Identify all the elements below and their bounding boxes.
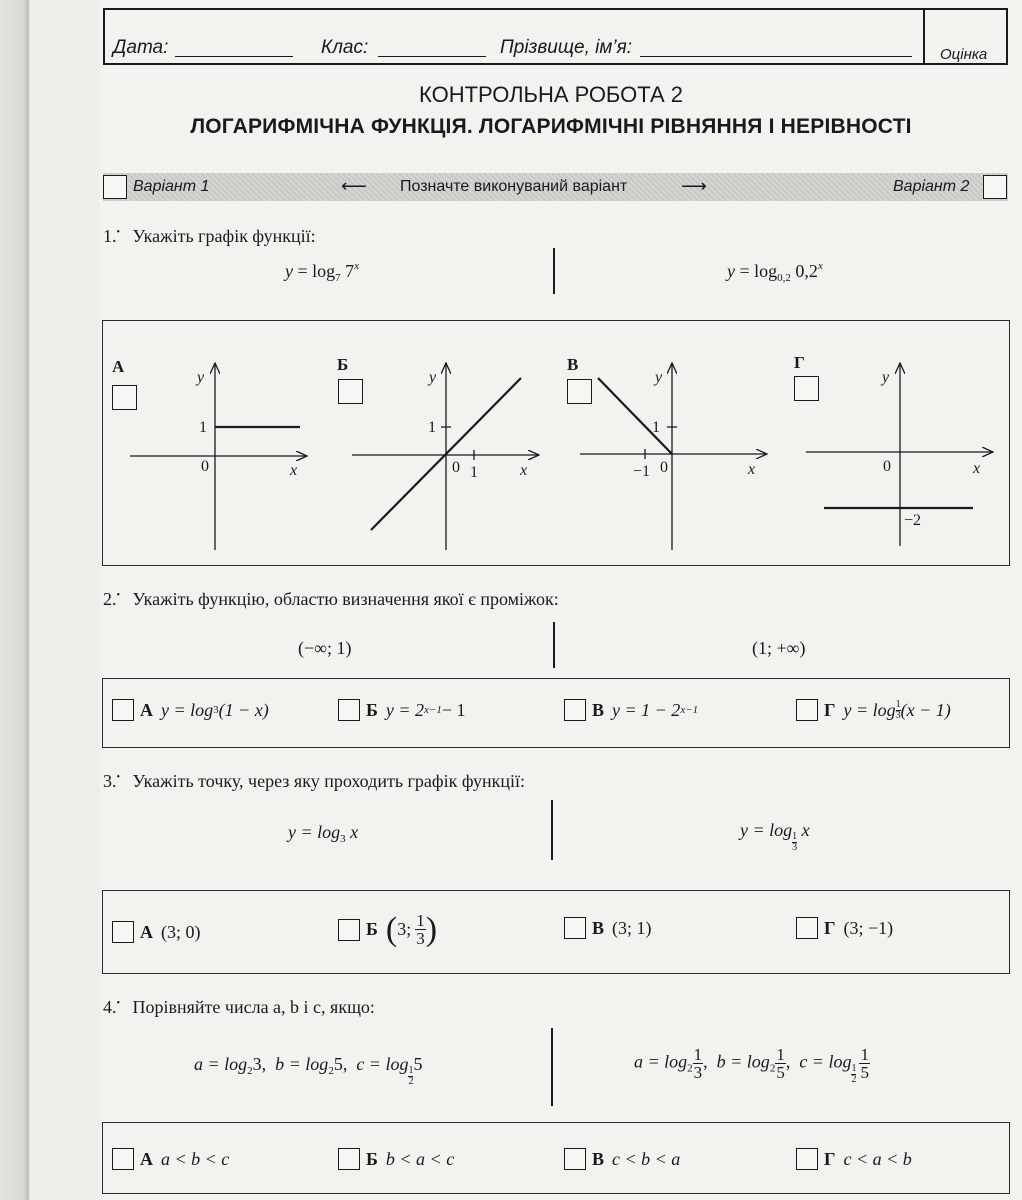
graph-g-letter: Г	[794, 353, 805, 372]
graph-b-y-label: y	[429, 369, 437, 386]
var-y: y	[727, 261, 735, 281]
graph-b-letter: Б	[337, 355, 349, 374]
option-formula: y = log	[843, 699, 896, 720]
question-text: Укажіть функцію, областю визначення якої є проміжок:	[132, 589, 559, 609]
q4-option-g-checkbox[interactable]	[796, 1148, 818, 1170]
graph-v-tick-y-label: 1	[652, 419, 660, 436]
exponent: x−1	[424, 704, 442, 716]
log-base: 0,2	[777, 272, 791, 284]
graph-v-tick-x-label: −1	[633, 463, 651, 480]
graph-v-x-label: x	[748, 461, 756, 478]
q3-option-v[interactable]	[564, 917, 652, 939]
q4-option-v-checkbox[interactable]	[564, 1148, 586, 1170]
frac-den: 3	[416, 929, 425, 948]
frac-num: 1	[895, 698, 901, 710]
frac-num: 1	[408, 1065, 414, 1076]
formula-a: a = log	[634, 1051, 688, 1072]
option-formula-arg: (1 − x)	[218, 699, 269, 720]
log-base: 7	[335, 272, 341, 284]
log-base: 2	[687, 1062, 693, 1075]
question-4: 4.• Порівняйте числа a, b і c, якщо:	[103, 997, 375, 1017]
q3-option-g[interactable]	[796, 917, 893, 939]
frac-num: 1	[860, 1045, 869, 1064]
q3-option-b-checkbox[interactable]	[338, 919, 360, 941]
question-number: 1.	[103, 226, 117, 246]
option-value: c < a < b	[843, 1148, 912, 1169]
formula-arg: 3,	[252, 1054, 267, 1074]
log-base: 3	[213, 704, 219, 716]
formula-a: a = log	[194, 1054, 248, 1074]
frac-den: 3	[792, 842, 798, 853]
formula-b: b = log	[716, 1051, 770, 1072]
option-letter: А	[140, 921, 153, 942]
graph-v-y-label: y	[655, 369, 663, 386]
q4-option-v[interactable]	[564, 1148, 680, 1170]
exponent: x−1	[680, 704, 699, 716]
graph-v-letter: В	[567, 355, 579, 374]
log-base: 2	[769, 1062, 776, 1075]
frac-num: 1	[776, 1045, 785, 1064]
formula-b: b = log	[275, 1054, 329, 1074]
option-letter: А	[140, 1148, 153, 1169]
variant1-label: Варіант 1	[133, 178, 210, 195]
graph-g-y-label: y	[882, 369, 890, 386]
graph-a-x-label: x	[290, 462, 298, 479]
question-number: 3.	[103, 771, 117, 791]
q2-option-a[interactable]	[112, 699, 269, 721]
formula-c: c = log	[356, 1054, 409, 1074]
q2-option-b[interactable]	[338, 699, 466, 721]
q4-option-a-checkbox[interactable]	[112, 1148, 134, 1170]
option-value: 3;	[397, 919, 412, 939]
option-letter: В	[592, 917, 605, 938]
graph-g-x-label: x	[973, 460, 981, 477]
graph-b-tick-y-label: 1	[428, 419, 436, 436]
graph-b-origin: 0	[452, 459, 460, 476]
formula-arg: x	[797, 820, 810, 840]
frac-den: 5	[776, 1063, 785, 1082]
frac-den: 3	[693, 1063, 703, 1082]
frac-num: 1	[416, 911, 425, 930]
question-1: 1.• Укажіть графік функції:	[103, 226, 316, 246]
graph-b-x-label: x	[520, 462, 528, 479]
log-arg: 7	[340, 261, 355, 281]
name-label: Прізвище, ім’я:	[500, 37, 633, 58]
q2-option-a-checkbox[interactable]	[112, 699, 134, 721]
graph-b-checkbox[interactable]	[338, 379, 363, 404]
q3-option-b[interactable]	[338, 912, 437, 947]
question-2: 2.• Укажіть функцію, областю визначення якої є проміжок:	[103, 589, 559, 609]
variant-instruction: Позначте виконуваний варіант	[400, 178, 628, 195]
comma: ,	[785, 1051, 791, 1072]
question-text: Укажіть точку, через яку проходить графік функції:	[132, 771, 526, 791]
q4-variant2-formula	[634, 1046, 870, 1085]
q3-option-v-checkbox[interactable]	[564, 917, 586, 939]
comma: ,	[703, 1051, 708, 1072]
graph-a-letter: А	[112, 357, 125, 376]
test-subtitle: ЛОГАРИФМІЧНА ФУНКЦІЯ. ЛОГАРИФМІЧНІ РІВНЯННЯ І НЕРІВНОСТІ	[190, 115, 912, 138]
formula-c: c = log	[799, 1051, 852, 1072]
option-letter: Б	[366, 699, 378, 720]
graph-g	[806, 363, 993, 546]
graph-a-y-label: y	[197, 369, 205, 386]
log-base: 2	[328, 1065, 334, 1077]
class-label: Клас:	[321, 37, 369, 58]
log-arg: 0,2	[790, 261, 818, 281]
frac-den: 3	[895, 709, 901, 721]
q2-option-b-checkbox[interactable]	[338, 699, 360, 721]
option-formula: y = 1 − 2	[612, 699, 681, 720]
q2-variant1-interval: (−∞; 1)	[298, 638, 352, 658]
graph-v-checkbox[interactable]	[567, 379, 592, 404]
q4-option-b[interactable]	[338, 1148, 454, 1170]
variant2-label: Варіант 2	[893, 178, 970, 195]
frac-num: 1	[851, 1062, 857, 1074]
option-letter: Б	[366, 919, 378, 939]
variant-divider	[553, 622, 555, 668]
frac-den: 2	[851, 1073, 857, 1085]
q3-option-a-checkbox[interactable]	[112, 921, 134, 943]
var-y: y	[285, 261, 293, 281]
q4-variant1-formula	[194, 1054, 422, 1087]
graph-b	[352, 363, 539, 550]
option-letter: В	[592, 1148, 605, 1169]
option-letter: В	[592, 699, 605, 720]
date-label: Дата:	[113, 37, 169, 58]
frac-num: 1	[792, 831, 798, 842]
graph-v-line	[598, 378, 672, 454]
option-letter: Г	[824, 699, 836, 720]
graph-a-checkbox[interactable]	[112, 385, 137, 410]
graph-g-checkbox[interactable]	[794, 376, 819, 401]
formula-arg: x	[345, 822, 359, 842]
graph-a-origin: 0	[201, 458, 209, 475]
question-text: Порівняйте числа a, b і c, якщо:	[132, 997, 375, 1017]
graph-a-tick-y-label: 1	[199, 419, 207, 436]
paren-right: )	[425, 910, 438, 948]
q3-option-a[interactable]	[112, 921, 201, 943]
graph-b-tick-x-label: 1	[470, 464, 478, 481]
option-letter: Г	[824, 917, 836, 938]
graph-g-origin: 0	[883, 458, 891, 475]
variant-divider	[551, 1028, 553, 1106]
option-formula: y = log	[161, 699, 214, 720]
test-title: КОНТРОЛЬНА РОБОТА 2	[419, 82, 683, 107]
frac-den: 5	[860, 1063, 869, 1082]
formula-arg: 5	[413, 1054, 423, 1074]
graph-v	[580, 363, 767, 550]
log-text: = log	[293, 261, 336, 281]
question-3: 3.• Укажіть точку, через яку проходить графік функції:	[103, 771, 526, 791]
option-letter: А	[140, 699, 153, 720]
variant-divider	[551, 800, 553, 860]
q4-option-a[interactable]	[112, 1148, 229, 1170]
frac-den: 2	[408, 1076, 414, 1087]
option-letter: Г	[824, 1148, 836, 1169]
option-value: b < a < c	[385, 1148, 455, 1169]
q3-option-g-checkbox[interactable]	[796, 917, 818, 939]
formula-text: y = log	[740, 820, 793, 840]
q2-option-g[interactable]	[796, 699, 951, 721]
q4-option-g[interactable]	[796, 1148, 912, 1170]
formula-text: y = log	[288, 822, 341, 842]
question-number: 2.	[103, 589, 117, 609]
q2-option-g-checkbox[interactable]	[796, 699, 818, 721]
q4-option-b-checkbox[interactable]	[338, 1148, 360, 1170]
arrow-right-icon: ⟶	[681, 176, 707, 196]
option-formula-arg: (x − 1)	[900, 699, 951, 720]
q2-option-v-checkbox[interactable]	[564, 699, 586, 721]
option-value: c < b < a	[612, 1148, 681, 1169]
graph-a	[130, 363, 307, 550]
log-base: 2	[247, 1065, 253, 1077]
q2-option-v[interactable]	[564, 699, 698, 721]
log-base: 3	[340, 833, 346, 845]
option-value: (3; 1)	[612, 917, 652, 938]
log-text: = log	[735, 261, 778, 281]
frac-num: 1	[693, 1045, 703, 1064]
q2-variant2-interval: (1; +∞)	[752, 638, 806, 658]
option-letter: Б	[366, 1148, 378, 1169]
formula-arg: 5,	[333, 1054, 348, 1074]
grade-label: Оцінка	[940, 46, 988, 63]
option-formula: y = 2	[385, 699, 425, 720]
option-value: (3; 0)	[161, 921, 201, 942]
option-formula-tail: − 1	[441, 699, 466, 720]
option-value: a < b < c	[161, 1148, 230, 1169]
q3-variant1-formula	[288, 822, 358, 845]
q3-variant2-formula	[740, 820, 810, 853]
arrow-left-icon: ⟵	[341, 176, 367, 196]
paren-left: (	[385, 910, 398, 948]
exponent: x	[354, 260, 360, 272]
graph-v-origin: 0	[660, 459, 668, 476]
question-text: Укажіть графік функції:	[132, 226, 316, 246]
exponent: x	[817, 260, 823, 272]
question-number: 4.	[103, 997, 117, 1017]
option-value: (3; −1)	[843, 917, 894, 938]
graph-g-tick-y-label: −2	[904, 512, 922, 529]
